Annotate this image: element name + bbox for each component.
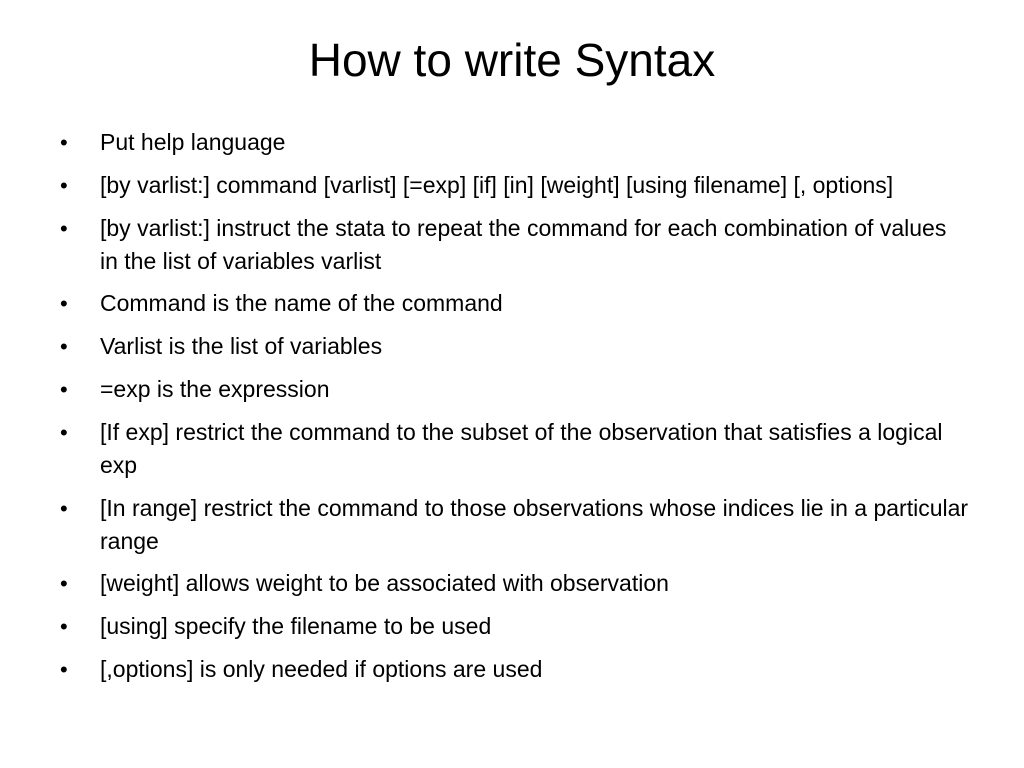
bullet-icon: • [60,130,68,155]
bullet-icon: • [60,656,68,682]
bullet-item-5 [60,330,970,363]
bullet-text: [If exp] restrict the command to the subset of the observation that satisfies a logical exp [100,418,943,478]
bullet-list [60,126,970,696]
bullet-icon: • [60,334,68,360]
bullet-item-6 [60,373,970,406]
bullet-icon: • [60,495,68,521]
bullet-icon: • [60,172,68,198]
bullet-text: [weight] allows weight to be associated with observation [100,570,669,597]
bullet-text: =exp is the expression [100,375,330,402]
bullet-text: [using] specify the filename to be used [100,613,492,640]
bullet-item-10 [60,610,970,643]
bullet-text: [by varlist:] instruct the stata to repeat the command for each combination of values in the list of variables varlist [100,214,947,274]
bullet-item-8 [60,492,970,558]
bullet-item-2 [60,169,970,202]
bullet-item-1 [60,126,970,159]
bullet-text: [In range] restrict the command to those observations whose indices lie in a particular range [100,494,969,554]
bullet-text: Command is the name of the command [100,290,503,317]
bullet-icon: • [60,614,68,640]
bullet-item-7 [60,416,970,482]
bullet-text: Put help language [100,129,286,155]
bullet-text: Varlist is the list of variables [100,333,383,360]
bullet-text: [by varlist:] command [varlist] [=exp] [if] [in] [weight] [using filename] [, options] [100,171,894,198]
bullet-item-3 [60,212,970,278]
bullet-icon: • [60,376,68,402]
bullet-icon: • [60,291,68,317]
bullet-item-11 [60,653,970,686]
bullet-icon: • [60,215,68,241]
bullet-icon: • [60,571,68,597]
bullet-text: [,options] is only needed if options are used [100,655,543,682]
bullet-icon: • [60,419,68,445]
bullet-item-9 [60,567,970,600]
slide-title: How to write Syntax [308,34,716,86]
bullet-item-4 [60,287,970,320]
